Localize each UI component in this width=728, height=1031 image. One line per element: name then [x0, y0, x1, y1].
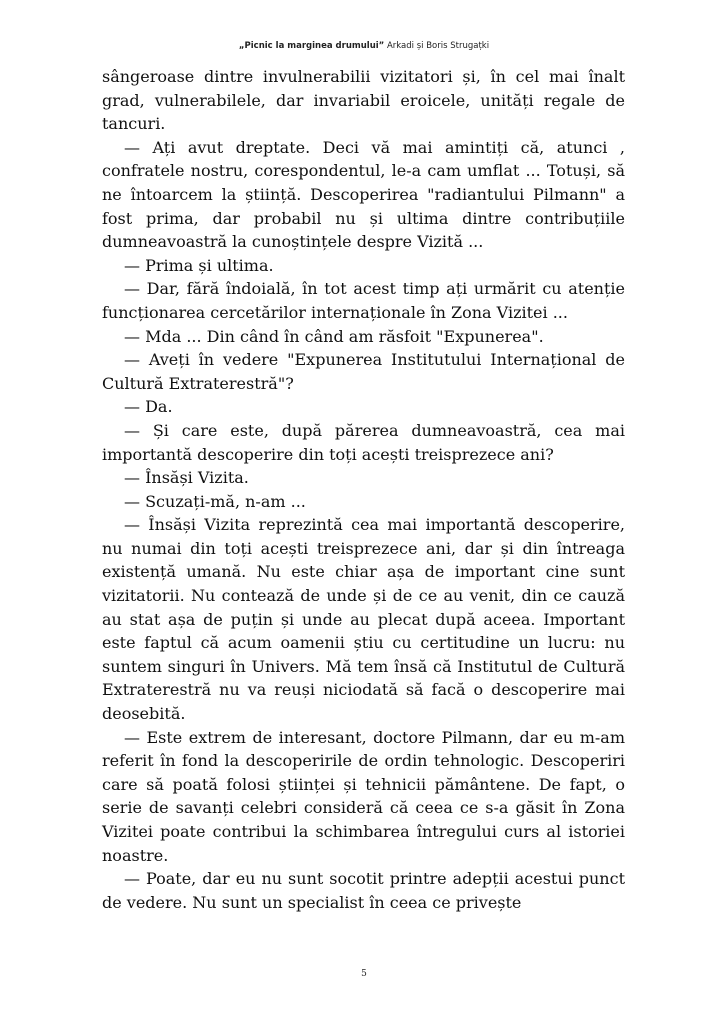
- paragraph: — Da.: [124, 397, 173, 417]
- paragraph: — Dar, fără îndoială, în tot acest timp ați urmărit cu atenție funcționarea cercetărilor internaționale în Zona Vizitei ...: [102, 279, 625, 322]
- paragraph: — Și care este, după părerea dumneavoastră, cea mai importantă descoperire din toți acești treisprezece ani?: [102, 420, 625, 464]
- page-body: [102, 65, 625, 914]
- paragraph: — Aveți în vedere "Expunerea Institutului Internațional de Cultură Extraterestră"?: [102, 350, 625, 393]
- running-header: [0, 41, 728, 51]
- page-number: 5: [361, 969, 367, 979]
- paragraph: — Scuzați-mă, n-am ...: [124, 491, 306, 511]
- paragraph: — Prima și ultima.: [124, 255, 274, 275]
- paragraph: — Ați avut dreptate. Deci vă mai amintiți că, atunci , confratele nostru, corespondentul, le-a cam umflat ... Totuși, să ne întoarcem la știință. Descoperirea "radiantului Pilmann" a fost prima, dar probabil nu și ultima dintre contribuțiile dumneavoastră la cunoștințele despre Vizită ...: [102, 137, 625, 252]
- book-title: „Picnic la marginea drumului”: [238, 41, 385, 51]
- paragraph: — Însăși Vizita reprezintă cea mai importantă descoperire, nu numai din toți acești treisprezece ani, dar și din întreaga existență umană. Nu este chiar așa de important cine sunt vizitatorii. Nu contează de unde și de ce au venit, din ce cauză au stat așa de puțin și unde au plecat după aceea. Important este faptul că acum oamenii știu cu certitudine un lucru: nu suntem singuri în Univers. Mă tem însă că Institutul de Cultură Extraterestră nu va reuși niciodată să facă o descoperire mai deosebită.: [102, 515, 625, 724]
- paragraph: — Este extrem de interesant, doctore Pilmann, dar eu m-am referit în fond la descoperirile de ordin tehnologic. Descoperiri care să poată folosi științei și tehnicii pământene. De fapt, o serie de savanți celebri consideră că ceea ce s-a găsit în Zona Vizitei poate contribui la schimbarea întregului curs al istoriei noastre.: [102, 727, 625, 865]
- paragraph: — Poate, dar eu nu sunt socotit printre adepții acestui punct de vedere. Nu sunt un specialist în ceea ce privește: [102, 869, 625, 912]
- book-authors: Arkadi și Boris Strugațki: [386, 41, 490, 51]
- paragraph: — Mda ... Din când în când am răsfoit "Expunerea".: [124, 326, 544, 346]
- paragraph: sângeroase dintre invulnerabilii vizitatori și, în cel mai înalt grad, vulnerabilele, dar invariabil eroicele, unități regale de tancuri.: [102, 67, 625, 134]
- paragraph: — Însăși Vizita.: [124, 468, 249, 488]
